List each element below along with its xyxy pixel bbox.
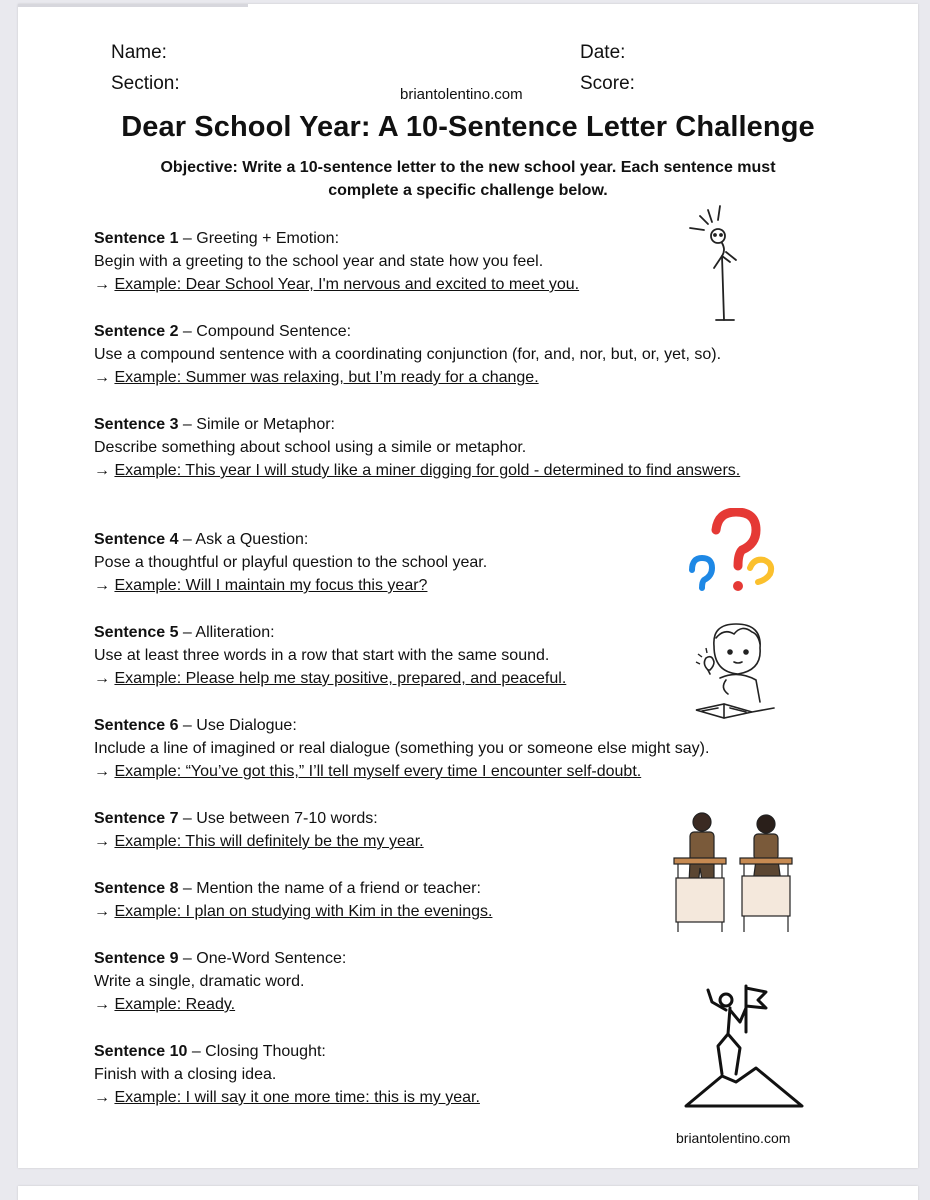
question-mark-yellow (750, 560, 771, 582)
sentence-label: Sentence 8 (94, 880, 179, 897)
sentence-task: – Alliteration: (178, 624, 275, 641)
sentence-example: Example: I will say it one more time: this is my year. (114, 1089, 480, 1106)
sentence-instruction: Use a compound sentence with a coordinating conjunction (for, and, nor, but, or, yet, so). (94, 346, 722, 363)
sentence-label: Sentence 1 (94, 230, 179, 247)
question-mark-blue (692, 558, 712, 588)
sentence-task: – Closing Thought: (187, 1043, 326, 1060)
arrow-icon: → (94, 996, 110, 1013)
sentence-task: – Greeting + Emotion: (178, 230, 340, 247)
sentence-label: Sentence 9 (94, 950, 179, 967)
site-url-bottom: briantolentino.com (676, 1130, 791, 1146)
sentence-task: – Compound Sentence: (178, 323, 352, 340)
sentence-task: – Mention the name of a friend or teacher: (178, 880, 481, 897)
sentence-example: Example: I plan on studying with Kim in the evenings. (114, 903, 493, 920)
sentence-label: Sentence 7 (94, 810, 179, 827)
sentence-instruction: Pose a thoughtful or playful question to the school year. (94, 554, 488, 571)
mountain-flag-icon (682, 982, 806, 1108)
sentence-label: Sentence 4 (94, 531, 179, 548)
sentence-task: – Use Dialogue: (178, 717, 297, 734)
arrow-icon: → (94, 369, 110, 386)
score-label: Score: (580, 73, 635, 94)
sentence-task: – One-Word Sentence: (178, 950, 347, 967)
sentence-task: – Simile or Metaphor: (178, 416, 335, 433)
top-divider (18, 4, 248, 7)
arrow-icon: → (94, 1089, 110, 1106)
sentence-example: Example: Will I maintain my focus this year? (114, 577, 428, 594)
sentence-example: Example: This year I will study like a miner digging for gold - determined to find answers. (114, 462, 741, 479)
page-title: Dear School Year: A 10-Sentence Letter Challenge (121, 111, 815, 143)
arrow-icon: → (94, 670, 110, 687)
sentence-instruction: Finish with a closing idea. (94, 1066, 277, 1083)
sentence-item-2 (94, 320, 854, 389)
site-url-top: briantolentino.com (400, 86, 523, 103)
sentence-instruction: Include a line of imagined or real dialogue (something you or someone else might say). (94, 740, 710, 757)
sentence-task: – Ask a Question: (178, 531, 309, 548)
students-at-desks-icon (670, 808, 800, 938)
objective-text: Objective: Write a 10-sentence letter to the new school year. Each sentence must complete a specific challenge below. (160, 159, 776, 199)
arrow-icon: → (94, 577, 110, 594)
sentence-label: Sentence 10 (94, 1043, 188, 1060)
sentence-label: Sentence 5 (94, 624, 179, 641)
worksheet-page (18, 4, 918, 1168)
sentence-example: Example: Dear School Year, I'm nervous and excited to meet you. (114, 276, 580, 293)
sentence-example: Example: Summer was relaxing, but I’m ready for a change. (114, 369, 539, 386)
sentence-task: – Use between 7-10 words: (178, 810, 378, 827)
sentence-label: Sentence 6 (94, 717, 179, 734)
arrow-icon: → (94, 833, 110, 850)
arrow-icon: → (94, 763, 110, 780)
sentence-label: Sentence 3 (94, 416, 179, 433)
section-label: Section: (111, 73, 180, 94)
question-dot-red (733, 581, 743, 591)
thinking-boy-icon (690, 618, 782, 726)
sentence-instruction: Write a single, dramatic word. (94, 973, 305, 990)
sentence-example: Example: Ready. (114, 996, 236, 1013)
sentence-instruction: Use at least three words in a row that start with the same sound. (94, 647, 550, 664)
stick-figure-icon (686, 202, 766, 324)
arrow-icon: → (94, 462, 110, 479)
arrow-icon: → (94, 276, 110, 293)
sentence-instruction: Describe something about school using a simile or metaphor. (94, 439, 527, 456)
date-label: Date: (580, 42, 626, 63)
sentence-example: Example: Please help me stay positive, prepared, and peaceful. (114, 670, 567, 687)
sentence-example: Example: This will definitely be the my year. (114, 833, 424, 850)
sentence-label: Sentence 2 (94, 323, 179, 340)
name-label: Name: (111, 42, 167, 63)
question-marks-icon (684, 508, 784, 604)
next-page-edge (18, 1186, 918, 1200)
arrow-icon: → (94, 903, 110, 920)
sentence-instruction: Begin with a greeting to the school year and state how you feel. (94, 253, 544, 270)
sentence-example: Example: “You’ve got this,” I’ll tell myself every time I encounter self-doubt. (114, 763, 642, 780)
sentence-item-3 (94, 413, 794, 482)
